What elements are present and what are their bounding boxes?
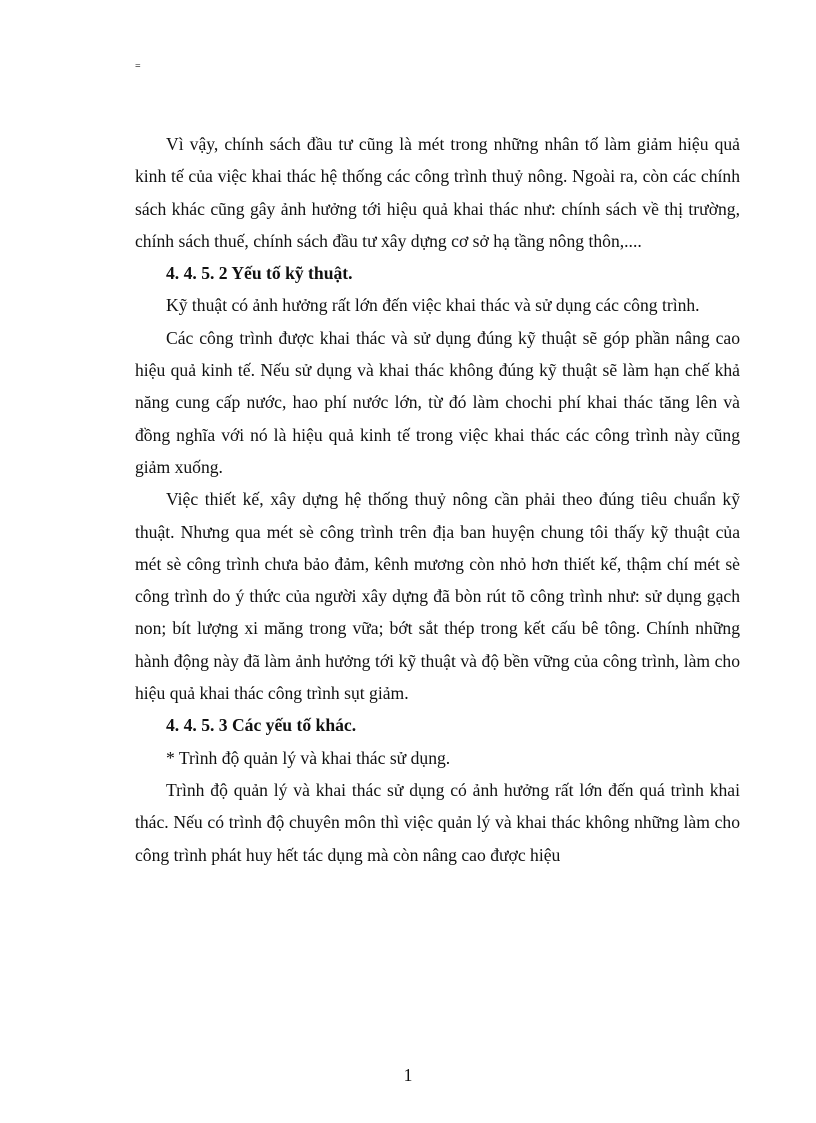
page-number: 1 [403, 1065, 413, 1085]
paragraph-design-standards: Việc thiết kế, xây dựng hệ thống thuỷ nông cần phải theo đúng tiêu chuẩn kỹ thuật. Nhưng qua mét sè công trình trên địa ban huyện chung tôi thấy kỹ thuật của mét sè công trình chưa bảo đảm, kênh mương còn nhỏ hơn thiết kế, thậm chí mét sè công trình do ý thức của người xây dựng đã bòn rút tõ công trình như: sử dụng gạch non; bít lượng xi măng trong vữa; bớt sắt thép trong kết cấu bê tông. Chính những hành động này đã làm ảnh hưởng tới kỹ thuật và độ bền vững của công trình, làm cho hiệu quả khai thác công trình sụt giảm. [135, 489, 740, 704]
paragraph-correct-technique: Các công trình được khai thác và sử dụng đúng kỹ thuật sẽ góp phần nâng cao hiệu quả kinh tế. Nếu sử dụng và khai thác không đúng kỹ thuật sẽ làm hạn chế khả năng cung cấp nước, hao phí nước lớn, từ đó làm chochi phí khai thác tăng lên và đồng nghĩa với nó là hiệu quả kinh tế trong việc khai thác các công trình này cũng giảm xuống. [135, 327, 740, 477]
paragraph-management-skill: Trình độ quản lý và khai thác sử dụng có ảnh hưởng rất lớn đến quá trình khai thác. Nếu có trình độ chuyên môn thì việc quản lý và khai thác không những làm cho công trình phát huy hết tác dụng mà còn nâng cao được hiệu [135, 779, 740, 865]
body-text [135, 128, 740, 871]
section-heading-other-factors: 4. 4. 5. 3 Các yếu tố khác. [166, 715, 357, 736]
header-mark: = [135, 61, 141, 72]
paragraph-technical-influence: Kỹ thuật có ảnh hưởng rất lớn đến việc khai thác và sử dụng các công trình. [166, 295, 700, 316]
paragraph-investment-policy: Vì vậy, chính sách đầu tư cũng là mét trong những nhân tố làm giảm hiệu quả kinh tế của việc khai thác hệ thống các công trình thuỷ nông. Ngoài ra, còn các chính sách khác cũng gây ảnh hưởng tới hiệu quả khai thác như: chính sách về thị trường, chính sách thuế, chính sách đầu tư xây dựng cơ sở hạ tầng nông thôn,.... [135, 134, 740, 251]
section-heading-technical-factor: 4. 4. 5. 2 Yếu tố kỹ thuật. [166, 263, 353, 284]
bullet-management-level: * Trình độ quản lý và khai thác sử dụng. [166, 747, 451, 768]
